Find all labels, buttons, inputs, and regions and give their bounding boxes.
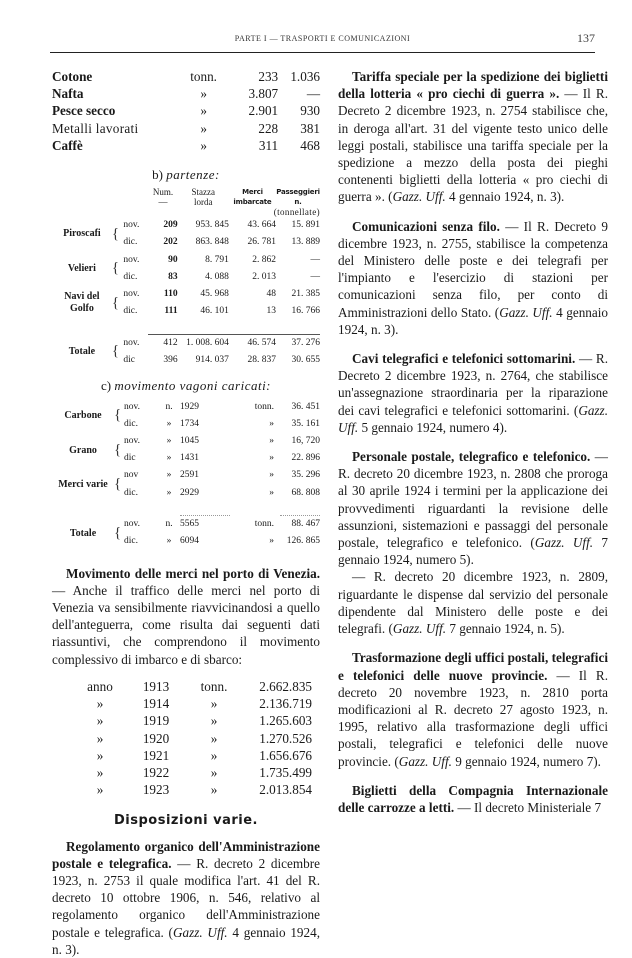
article — [338, 448, 608, 568]
departures-row — [52, 286, 320, 303]
article-title: Tariffa speciale per la spedizione dei biglietti della lotteria « pro ciechi di guerra ». — [338, 69, 608, 102]
passeggieri: 16. 766 — [291, 306, 320, 317]
tonnage: 2.136.719 — [259, 696, 312, 712]
month: nov — [124, 470, 139, 481]
tonnage: 2.662.835 — [259, 678, 312, 694]
article-body: — Il R. Decreto 2 dicembre 1923, n. 2754 stabilisce che, in deroga all'art. 31 del vigente testo unico delle leggi postali, stabilisce una tariffa speciale per la spedizione a mezzo della posta dei pieghi contenenti biglietti della lotteria « pro ciechi di guerra ». ( — [338, 86, 608, 205]
passeggieri: — — [310, 271, 320, 282]
tonnage-unit: » — [269, 435, 274, 446]
article-body: — Il R. Decreto 9 dicembre 1923, n. 2755, stabilisce la competenza del Ministero delle poste e dei telegrafi per l'impianto e l'esercizio di stazioni per comunicazioni senza filo, per conto di Amministrazioni dello Stato. ( — [338, 218, 608, 320]
tonnage: 88. 467 — [291, 519, 320, 530]
count-unit: » — [166, 435, 172, 446]
stazza: 45. 968 — [200, 289, 229, 300]
tonnage-unit: » — [269, 536, 274, 547]
stazza: 914. 037 — [195, 355, 229, 366]
brace: { — [111, 294, 120, 311]
unit: » — [210, 782, 218, 798]
brace: { — [114, 407, 122, 424]
article-gap — [338, 206, 608, 218]
year-prefix: » — [96, 782, 104, 798]
goods-row — [52, 85, 320, 102]
stazza: 46. 101 — [200, 306, 229, 317]
group-label: Navi del Golfo — [64, 291, 100, 315]
goods-row — [52, 68, 320, 85]
month: dic. — [124, 536, 138, 547]
month: nov. — [124, 435, 141, 446]
col-passeggieri: Passeggieri n. — [276, 188, 320, 207]
goods-name: Metalli lavorati — [52, 120, 139, 136]
year-prefix: » — [96, 730, 104, 746]
year: 1921 — [142, 747, 170, 763]
right-column — [338, 68, 608, 816]
article-tail: 4 gennaio 1924, n. 3). — [52, 924, 321, 957]
article-tail: 5 gennaio 1924, numero 4). — [358, 419, 508, 435]
merci: 13 — [266, 306, 276, 317]
goods-value-1: 228 — [258, 120, 279, 136]
left-column — [52, 68, 320, 958]
num: 111 — [164, 306, 178, 317]
wagon-count: 1929 — [180, 401, 199, 412]
wagons-heading-letter: c) — [100, 378, 112, 394]
merci: 2. 862 — [252, 254, 276, 265]
goods-name: Caffè — [52, 137, 83, 153]
tonnage: 1.270.526 — [259, 730, 312, 746]
article-body: — R. Decreto 2 dicembre 1923, n. 2764, che stabilisce un'assegnazione straordinaria per la riparazione dei cavi telegrafici e telefonici sottomarini. ( — [338, 351, 608, 418]
article-citation: Gazz. Uff. — [398, 753, 452, 769]
departures-heading-letter: b) — [152, 167, 163, 183]
month: dic. — [123, 306, 138, 317]
goods-value-2: 1.036 — [290, 69, 320, 84]
tonnage: 2.013.854 — [259, 782, 312, 798]
merci: 48 — [266, 289, 276, 300]
article-gap — [338, 436, 608, 448]
wagons-table — [52, 399, 320, 551]
goods-value-2: 930 — [300, 103, 320, 119]
article-title: Comunicazioni senza filo. — [352, 218, 500, 234]
goods-name: Nafta — [52, 86, 84, 102]
goods-unit: tonn. — [190, 69, 217, 84]
running-title: PARTE I — TRASPORTI E COMUNICAZIONI — [234, 34, 411, 43]
article-gap — [338, 338, 608, 350]
article-body: — Il R. decreto 20 novembre 1923, n. 2810 porta modificazioni al R. decreto 27 agosto 1923, n. 1995, relativo alla trasformazione degli uffici postali, telegrafici e telefonici delle nuove provincie. ( — [338, 667, 608, 769]
departures-heading-text: partenze: — [166, 167, 220, 183]
year-prefix: » — [96, 713, 104, 729]
stazza: 953. 845 — [195, 220, 229, 231]
article-citation: Gazz. Uff. — [499, 304, 553, 320]
article-body: — R. decreto 2 dicembre 1923, n. 2753 il quale modifica l'art. 41 del R. decreto 10 ottobre 1906, n. 546, relativo al regolamento organico dell'Amministrazione postale e telegrafica. ( — [52, 855, 320, 940]
col-num: Num. — — [152, 187, 174, 208]
passeggieri: — — [310, 254, 320, 265]
group-label: Merci varie — [58, 478, 108, 490]
month: nov. — [124, 519, 141, 530]
article-title: Trasformazione degli uffici postali, telegrafici e telefonici delle nuove provincie. — [338, 650, 608, 683]
goods-unit: » — [200, 137, 207, 153]
passeggieri: 15. 891 — [291, 220, 320, 231]
num: 110 — [163, 289, 178, 300]
count-unit: » — [166, 453, 172, 464]
goods-row — [52, 120, 320, 137]
month: dic — [123, 355, 135, 366]
year-prefix: » — [96, 696, 104, 712]
article — [338, 218, 608, 338]
group-label: Velieri — [67, 262, 96, 274]
goods-unit: » — [200, 120, 207, 136]
unit: tonn. — [200, 678, 228, 694]
col-stazza: Stazza lorda — [191, 187, 215, 208]
month: nov. — [123, 220, 140, 231]
tonnage-unit: tonn. — [254, 401, 274, 412]
tonnage: 35. 296 — [291, 470, 320, 481]
num: 202 — [163, 237, 178, 248]
goods-value-1: 311 — [258, 137, 279, 153]
tonnage-unit: » — [269, 470, 274, 481]
section-title: Disposizioni varie. — [114, 813, 258, 829]
venezia-years-table — [76, 678, 312, 798]
wagon-count: 2929 — [180, 487, 199, 498]
goods-value-2: 468 — [300, 137, 320, 153]
article-tail: 4 gennaio 1924, n. 3). — [338, 304, 608, 337]
wagons-row — [52, 399, 320, 416]
article-body: — Il decreto Ministeriale 7 — [454, 799, 602, 815]
article-gap — [338, 770, 608, 782]
year-row — [76, 678, 312, 695]
tonnage-unit: » — [269, 418, 274, 429]
brace: { — [111, 225, 120, 242]
stazza: 8. 791 — [205, 254, 229, 265]
year-prefix: anno — [87, 678, 113, 694]
year: 1920 — [142, 730, 170, 746]
article-citation: Gazz. Uff. — [172, 924, 228, 940]
merci: 2. 013 — [252, 271, 276, 282]
article-citation: Gazz. Uff. — [338, 402, 608, 435]
departures-row — [52, 252, 320, 269]
count-unit: n. — [165, 519, 173, 530]
wagon-count: 2591 — [180, 470, 199, 481]
goods-value-1: 233 — [258, 69, 279, 84]
month: nov. — [124, 401, 141, 412]
tonnage: 1.656.676 — [259, 747, 312, 763]
num: 90 — [168, 254, 178, 265]
wagon-count: 5565 — [180, 519, 199, 530]
year: 1922 — [142, 764, 170, 780]
month: dic. — [124, 487, 138, 498]
year: 1923 — [142, 782, 170, 798]
article-citation: Gazz. Uff. — [534, 535, 594, 551]
header-rule — [50, 52, 595, 53]
article — [52, 838, 320, 958]
merci: 26. 781 — [247, 237, 276, 248]
tonnage: 126. 865 — [286, 536, 320, 547]
wagons-total-row — [52, 516, 320, 534]
goods-value-2: 381 — [300, 120, 320, 136]
year: 1919 — [142, 713, 170, 729]
year: 1914 — [142, 696, 170, 712]
year: 1913 — [142, 678, 170, 694]
month: nov. — [123, 254, 140, 265]
month: dic. — [124, 418, 138, 429]
tonnage: 1.265.603 — [259, 713, 312, 729]
stazza: 863. 848 — [195, 237, 229, 248]
passeggieri: 13. 889 — [291, 237, 320, 248]
stazza: 4. 088 — [205, 271, 229, 282]
unit: » — [210, 730, 218, 746]
col-merci: Merci imbarcate — [233, 188, 272, 207]
tonnage: 16, 720 — [291, 435, 320, 446]
article-gap — [338, 637, 608, 649]
group-label: Piroscafi — [63, 228, 101, 240]
page-number: 137 — [577, 31, 595, 45]
num: 412 — [163, 337, 178, 348]
month: dic. — [123, 271, 138, 282]
article-body: — R. decreto 20 dicembre 1923, n. 2808 che proroga al 30 aprile 1924 i termini per la applicazione dei provvedimenti riguardanti la revisione delle assunzioni, sistemazioni e passaggi del personale postale, telegrafico e telefonico. ( — [338, 449, 608, 551]
count-unit: » — [166, 487, 172, 498]
page-header — [50, 30, 595, 50]
total-rule — [52, 320, 320, 334]
article-title: Personale postale, telegrafico e telefonico. — [352, 449, 591, 465]
wagon-count: 1045 — [180, 435, 199, 446]
brace: { — [114, 524, 122, 541]
tonnage-unit: tonn. — [254, 519, 274, 530]
article-citation: Gazz. Uff. — [392, 189, 446, 205]
tonnage-unit: » — [269, 487, 274, 498]
year-row — [76, 695, 312, 712]
tonnage: 68. 808 — [291, 487, 320, 498]
total-rule — [52, 502, 320, 516]
departures-total-row — [52, 334, 320, 352]
article — [338, 568, 608, 637]
venezia-paragraph — [52, 565, 320, 668]
article — [338, 649, 608, 769]
article-body: — R. decreto 20 dicembre 1923, n. 2809, riguardante le dispense dal servizio del personale dipendente dal Ministero delle poste e dei telegrafi. ( — [338, 569, 608, 637]
unit: » — [210, 764, 218, 780]
stazza: 1. 008. 604 — [186, 337, 229, 348]
group-label: Totale — [69, 527, 97, 539]
wagon-count: 6094 — [180, 536, 199, 547]
year-prefix: » — [96, 747, 104, 763]
unit: » — [210, 713, 218, 729]
unit-note: (tonnellate) — [273, 207, 320, 218]
passeggieri: 30. 655 — [291, 355, 320, 366]
month: dic. — [123, 237, 138, 248]
count-unit: n. — [165, 401, 173, 412]
goods-value-1: 3.807 — [248, 86, 279, 102]
year-prefix: » — [96, 764, 104, 780]
unit: » — [210, 747, 218, 763]
count-unit: » — [166, 470, 172, 481]
wagons-heading-text: movimento vagoni caricati: — [114, 378, 272, 394]
article — [338, 350, 608, 436]
goods-value-2: — — [306, 86, 320, 102]
num: 396 — [163, 355, 178, 366]
year-row — [76, 764, 312, 781]
article-title: Regolamento organico dell'Amministrazione postale e telegrafica. — [52, 838, 320, 871]
departures-row — [52, 217, 320, 234]
unit: » — [210, 696, 218, 712]
group-label: Carbone — [64, 410, 102, 422]
arrivals-table — [52, 68, 320, 154]
brace: { — [114, 441, 122, 458]
departures-table — [52, 187, 320, 369]
article-tail: 4 gennaio 1924, n. 3). — [445, 189, 565, 205]
group-label: Grano — [69, 444, 97, 456]
tonnage-unit: » — [269, 453, 274, 464]
article-tail: 7 gennaio 1924, n. 5). — [446, 621, 565, 637]
goods-row — [52, 102, 320, 119]
wagon-count: 1734 — [180, 418, 199, 429]
year-row — [76, 730, 312, 747]
merci: 28. 837 — [247, 355, 276, 366]
goods-unit: » — [200, 86, 207, 102]
year-row — [76, 747, 312, 764]
brace: { — [114, 475, 122, 492]
goods-name: Pesce secco — [52, 103, 116, 119]
wagons-row — [52, 467, 320, 484]
tonnage: 35. 161 — [291, 418, 320, 429]
article-title: Cavi telegrafici e telefonici sottomarini. — [352, 351, 576, 367]
brace: { — [111, 343, 120, 360]
departures-heading — [52, 166, 320, 183]
wagons-heading — [52, 377, 320, 394]
tonnage: 22. 896 — [291, 453, 320, 464]
group-label: Totale — [68, 345, 96, 357]
article — [338, 782, 608, 816]
count-unit: » — [166, 418, 172, 429]
article — [338, 68, 608, 206]
month: nov. — [123, 337, 140, 348]
month: nov. — [123, 289, 140, 300]
venezia-title: Movimento delle merci nel porto di Venezia. — [66, 565, 320, 581]
article-citation: Gazz. Uff. — [392, 621, 447, 637]
goods-value-1: 2.901 — [248, 103, 279, 119]
goods-unit: » — [200, 103, 207, 119]
tonnage: 36. 451 — [291, 401, 320, 412]
count-unit: » — [166, 536, 172, 547]
tonnage: 1.735.499 — [259, 764, 312, 780]
article-tail: 7 gennaio 1924, numero 5). — [338, 535, 609, 568]
brace: { — [111, 260, 120, 277]
num: 209 — [163, 220, 178, 231]
wagons-row — [52, 433, 320, 450]
num: 83 — [168, 271, 178, 282]
venezia-body: — Anche il traffico delle merci nel porto di Venezia va sensibilmente riavvicinandosi a quello dell'anteguerra, come risulta dai seguenti dati riassuntivi, che comprendono il movimento complessivo di imbarco e di sbarco: — [52, 582, 320, 667]
article-tail: 9 gennaio 1924, numero 7). — [451, 753, 601, 769]
article-title: Biglietti della Compagnia Internazionale delle carrozze a letti. — [338, 782, 608, 815]
wagon-count: 1431 — [180, 453, 199, 464]
goods-name: Cotone — [52, 69, 93, 84]
merci: 46. 574 — [247, 337, 276, 348]
year-row — [76, 781, 312, 798]
passeggieri: 21. 385 — [291, 289, 320, 300]
month: dic — [124, 453, 136, 464]
year-row — [76, 712, 312, 729]
goods-row — [52, 137, 320, 154]
passeggieri: 37. 276 — [291, 337, 320, 348]
merci: 43. 664 — [247, 220, 276, 231]
